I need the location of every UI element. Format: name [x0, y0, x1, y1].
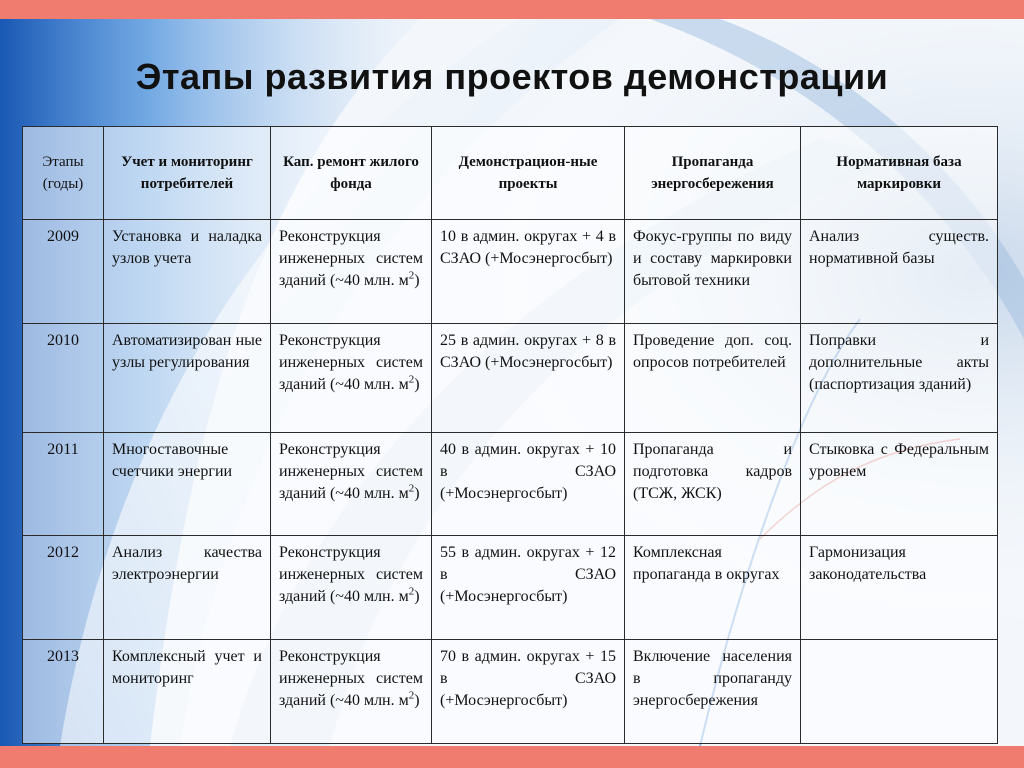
cell-repair-sup: 2: [408, 689, 415, 702]
cell-demo: 25 в админ. округах + 8 в СЗАО (+Мосэнергосбыт): [432, 324, 625, 433]
cell-demo: 40 в админ. округах + 10 в СЗАО (+Мосэнергосбыт): [432, 433, 625, 536]
cell-regulatory: Анализ существ. нормативной базы: [801, 220, 998, 324]
cell-promotion: Проведение доп. соц. опросов потребителей: [625, 324, 801, 433]
cell-repair-sup: 2: [408, 269, 415, 282]
cell-year: 2011: [23, 433, 104, 536]
cell-repair: [271, 433, 432, 536]
cell-repair-end: ): [414, 692, 420, 709]
table-header-row: [23, 127, 998, 220]
cell-demo: 10 в админ. округах + 4 в СЗАО (+Мосэнергосбыт): [432, 220, 625, 324]
header-monitoring: Учет и мониторинг потребителей: [104, 127, 271, 220]
cell-repair-text: Реконструкция инженерных систем зданий (~40 млн. м: [279, 332, 423, 393]
cell-monitoring: Установка и наладка узлов учета: [104, 220, 271, 324]
header-promotion: Пропаганда энергосбережения: [625, 127, 801, 220]
cell-repair-text: Реконструкция инженерных систем зданий (~40 млн. м: [279, 228, 423, 289]
cell-year: 2012: [23, 536, 104, 640]
cell-repair: [271, 324, 432, 433]
projects-stages-table: [22, 126, 998, 744]
cell-promotion: Комплексная пропаганда в округах: [625, 536, 801, 640]
cell-demo: 70 в админ. округах + 15 в СЗАО (+Мосэнергосбыт): [432, 640, 625, 744]
table-row: [23, 640, 998, 744]
cell-regulatory: Поправки и дополнительные акты (паспортизация зданий): [801, 324, 998, 433]
header-demo-projects: Демонстрацион-ные проекты: [432, 127, 625, 220]
bottom-decor-band: [0, 746, 1024, 768]
table-row: [23, 220, 998, 324]
cell-monitoring: Комплексный учет и мониторинг: [104, 640, 271, 744]
cell-promotion: Включение населения в пропаганду энергосбережения: [625, 640, 801, 744]
cell-year: 2009: [23, 220, 104, 324]
page-title: Этапы развития проектов демонстрации: [135, 56, 889, 97]
table-row: [23, 536, 998, 640]
table-row: [23, 433, 998, 536]
header-stages: Этапы (годы): [23, 127, 104, 220]
cell-repair-text: Реконструкция инженерных систем зданий (~40 млн. м: [279, 648, 423, 709]
cell-repair-end: ): [414, 485, 420, 502]
cell-regulatory: Гармонизация законодательства: [801, 536, 998, 640]
cell-monitoring: Анализ качества электроэнергии: [104, 536, 271, 640]
table-row: [23, 324, 998, 433]
cell-demo: 55 в админ. округах + 12 в СЗАО (+Мосэнергосбыт): [432, 536, 625, 640]
header-repair: Кап. ремонт жилого фонда: [271, 127, 432, 220]
cell-repair-text: Реконструкция инженерных систем зданий (~40 млн. м: [279, 441, 423, 502]
cell-repair-text: Реконструкция инженерных систем зданий (~40 млн. м: [279, 544, 423, 605]
cell-repair-end: ): [414, 272, 420, 289]
cell-repair: [271, 220, 432, 324]
cell-repair-end: ): [414, 376, 420, 393]
cell-year: 2013: [23, 640, 104, 744]
cell-repair-sup: 2: [408, 482, 415, 495]
top-decor-band: [0, 0, 1024, 19]
cell-monitoring: Автоматизирован ные узлы регулирования: [104, 324, 271, 433]
cell-regulatory: Стыковка с Федеральным уровнем: [801, 433, 998, 536]
cell-repair-sup: 2: [408, 585, 415, 598]
cell-regulatory: [801, 640, 998, 744]
header-regulatory-base: Нормативная база маркировки: [801, 127, 998, 220]
cell-promotion: Пропаганда и подготовка кадров (ТСЖ, ЖСК): [625, 433, 801, 536]
cell-monitoring: Многоставочные счетчики энергии: [104, 433, 271, 536]
cell-repair: [271, 640, 432, 744]
cell-repair-end: ): [414, 588, 420, 605]
cell-promotion: Фокус-группы по виду и составу маркировки бытовой техники: [625, 220, 801, 324]
cell-repair: [271, 536, 432, 640]
cell-year: 2010: [23, 324, 104, 433]
cell-repair-sup: 2: [408, 373, 415, 386]
